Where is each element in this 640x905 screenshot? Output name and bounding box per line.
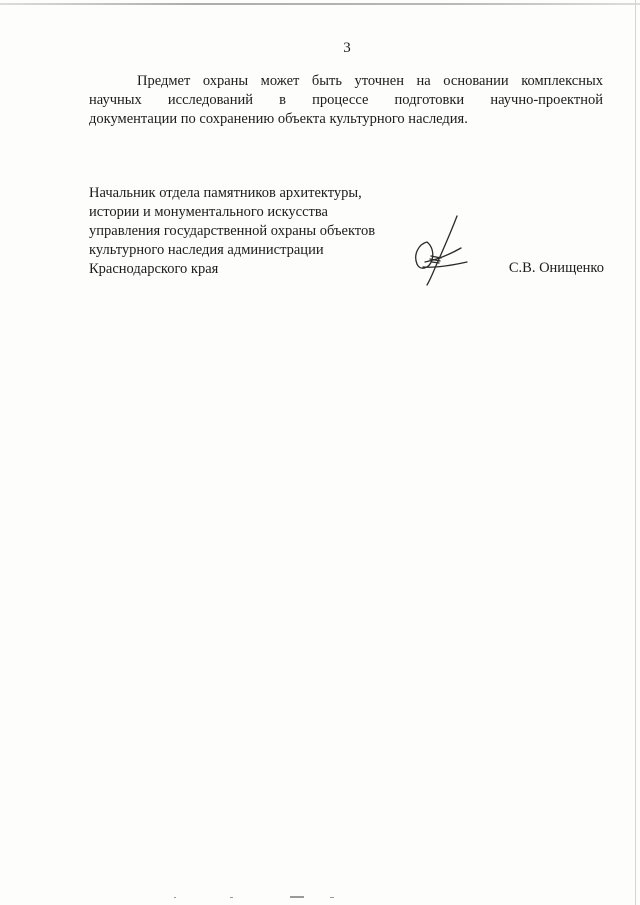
page-number: 3 [343,40,351,56]
scan-edge-top [0,3,640,5]
position-line: Краснодарского края [89,261,219,277]
position-line: управления государственной охраны объектов [89,223,376,239]
position-line: Начальник отдела памятников архитектуры, [89,185,362,201]
position-line: культурного наследия администрации [89,242,324,258]
scan-edge-right [635,0,636,905]
signatory-position [89,184,409,279]
paragraph-line: документации по сохранению объекта культурного наследия. [89,111,468,127]
signer-name: С.В. Онищенко [508,260,604,276]
body-paragraph [89,72,603,129]
handwritten-signature [405,212,475,287]
paragraph-line: научных исследований в процессе подготовки научно-проектной [89,92,603,108]
scan-footer-marks [170,895,370,901]
paragraph-line: Предмет охраны может быть уточнен на основании комплексных [137,73,603,89]
position-line: истории и монументального искусства [89,204,328,220]
